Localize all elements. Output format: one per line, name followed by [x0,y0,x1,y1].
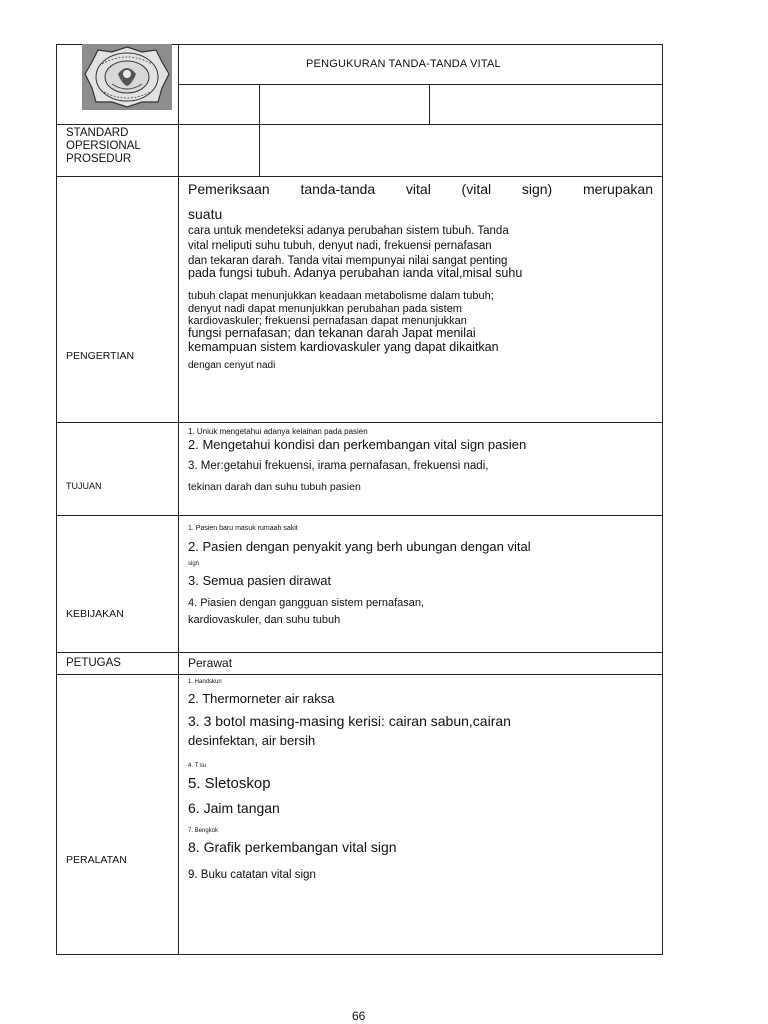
pengertian-line-4: vital rneliputi suhu tubuh, denyut nadi, frekuensi pernafasan [188,240,492,252]
separator-tujuan [56,515,663,516]
peralatan-line-9: 8. Grafik perkembangan vital sign [188,839,397,855]
section-label-pengertian: PENGERTIAN [66,350,135,362]
pengertian-line-1: Pemeriksaan tanda-tanda vital (vital sign) merupakan [188,181,653,197]
separator-kebijakan [56,652,663,653]
peralatan-line-7: 6. Jaim tangan [188,800,280,816]
document-title: PENGUKURAN TANDA-TANDA VITAL [306,58,501,70]
peralatan-line-8: 7. Bengkok [188,828,219,834]
institution-logo [82,44,172,110]
section-label-petugas: PETUGAS [66,657,121,669]
tujuan-line-2: 2. Mengetahui kondisi dan perkembangan vital sign pasien [188,437,527,452]
separator-sop [56,176,663,177]
page-number: 66 [352,1009,366,1023]
tujuan-line-1: 1. Uniuk mengetahui adanya kelainan pada pasien [188,427,368,436]
pengertian-line-6: pada fungsi tubuh. Adanya perubahan ianda vital,misal suhu [188,266,523,280]
peralatan-line-10: 9. Buku catatan vital sign [188,869,316,881]
peralatan-line-6: 5. Sletoskop [188,775,271,792]
header-vdivider-2 [429,84,430,125]
peralatan-line-2: 2. Thermorneter air raksa [188,691,335,706]
sop-label-line-1: STANDARD [66,127,129,139]
header-vdivider-1 [259,84,260,176]
seal-icon [82,44,172,110]
peralatan-line-3: 3. 3 botol masing-masing kerisi: cairan sabun,cairan [188,713,511,729]
pengertian-line-2: suatu [188,206,223,222]
pengertian-line-3: cara untuk mendeteksi adanya perubahan sistem tubuh. Tanda [188,225,509,237]
header-line-1 [178,84,663,85]
column-divider [178,44,179,955]
header-line-2 [56,124,663,125]
peralatan-line-5: 4. T su [188,763,207,769]
kebijakan-line-3: sign [188,561,200,567]
tujuan-line-4: tekinan darah dan suhu tubuh pasien [188,481,361,493]
kebijakan-line-4: 3. Semua pasien dirawat [188,573,332,588]
peralatan-line-1: 1. Handskun [188,679,222,685]
pengertian-line-5: dan tekaran darah. Tanda vitai mempunyai nilai sangat penting [188,255,508,267]
pengertian-line-8: denyut nadi dapat menunjukkan perubahan pada sistem [188,303,462,315]
peralatan-line-4: desinfektan, air bersih [188,733,316,748]
pengertian-line-11: kemampuan sistem kardiovaskuler yang dapat dikaitkan [188,340,499,354]
separator-pengertian [56,422,663,423]
section-label-tujuan: TUJUAN [66,481,102,491]
kebijakan-line-2: 2. Pasien dengan penyakit yang berh ubungan dengan vital [188,539,531,554]
kebijakan-line-1: 1. Pasien baru masuk rumaah sakit [188,525,298,532]
section-label-kebijakan: KEBIJAKAN [66,608,124,620]
table-border-right [662,44,663,955]
sop-label-line-2: OPERSIONAL [66,140,141,152]
petugas-value: Perawat [188,656,233,670]
tujuan-line-3: 3. Mer:getahui frekuensi, irama pernafasan, frekuensi nadi, [188,460,489,472]
kebijakan-line-5: 4. Piasien dengan gangguan sistem pernafasan, [188,597,425,609]
separator-petugas [56,674,663,675]
kebijakan-line-6: kardiovaskuler, dan suhu tubuh [188,614,341,626]
section-label-peralatan: PERALATAN [66,854,127,866]
pengertian-line-10: fungsi pernafasan; dan tekanan darah Japat menilai [188,326,476,340]
table-border-bottom [56,954,663,955]
pengertian-line-12: dengan cenyut nadi [188,360,276,371]
sop-label-line-3: PROSEDUR [66,153,132,165]
table-border-left [56,44,57,955]
pengertian-line-9: kardiovaskuler; frekuensi pernafasan dapat menunjukkan [188,315,467,327]
pengertian-line-7: tubuh clapat menunjukkan keadaan metabolisme dalam tubuh; [188,290,494,302]
